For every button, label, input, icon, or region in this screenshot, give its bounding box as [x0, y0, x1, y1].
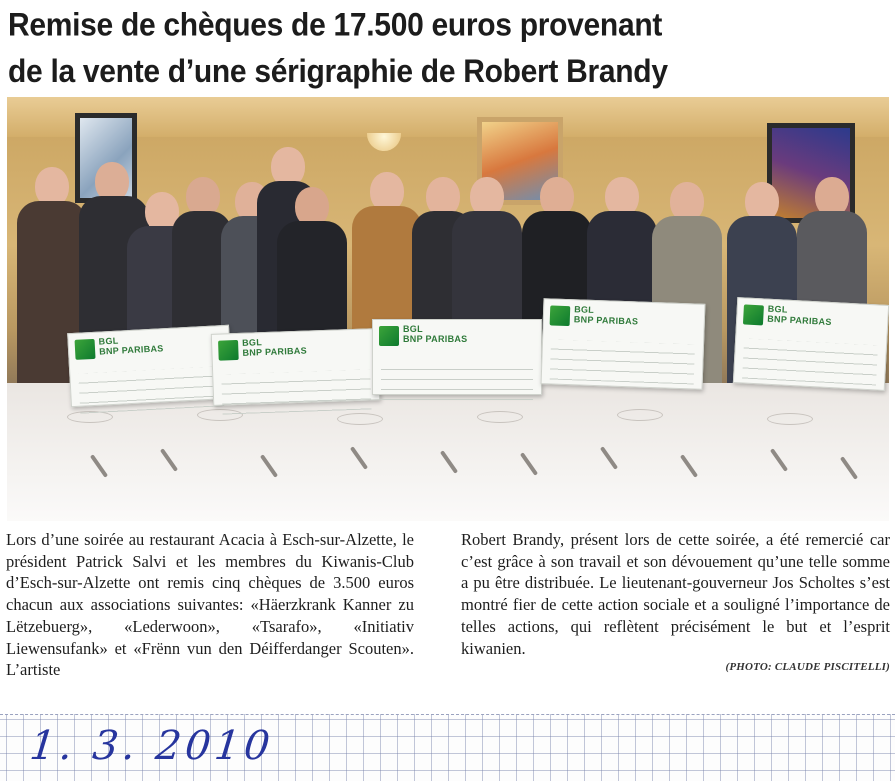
article-photo	[7, 97, 889, 521]
headline-line-2: de la vente d’une sérigraphie de Robert Brandy	[8, 53, 668, 90]
cheque	[211, 328, 380, 406]
cheque-bank-label: BGL BNP PARIBAS	[573, 304, 639, 327]
handwritten-date: 1. 3. 2010	[27, 723, 276, 769]
cheque-bank-label: BGL BNP PARIBAS	[767, 303, 832, 328]
cheque	[541, 298, 706, 390]
cheque	[733, 297, 889, 391]
wall-lamp	[367, 133, 401, 151]
cheque	[372, 319, 542, 395]
article-headline	[8, 2, 888, 95]
article-column-left: Lors d’une soirée au restaurant Acacia à Esch-sur-Alzette, le président Patrick Salvi et les membres du Kiwanis-Club d’Esch-sur-Alzette ont remis cinq chèques de 3.500 euros chacun aux associations suivantes: «Häerzkrank Kanner zu Lëtzebuerg», «Lederwoon», «Tsarafo», «Initiativ Liewensufank» et «Frënn vun den Déifferdanger Scouten». L’artiste	[6, 530, 414, 680]
cheque	[67, 325, 233, 407]
bank-logo-icon	[379, 326, 399, 346]
bank-logo-icon	[75, 339, 96, 360]
cheque-bank-label: BGL BNP PARIBAS	[241, 337, 308, 358]
bank-logo-icon	[743, 304, 764, 325]
article-column-right: Robert Brandy, présent lors de cette soirée, a été remercié car c’est grâce à son travail et son dévouement qu’une telle somme a pu être distribuée. Le lieutenant-gouverneur Jos Scholtes s’est montré fier de cette action sociale et a souligné l’importance de telles actions, qui reflètent précisément le but et l’esprit kiwanien.	[461, 530, 890, 658]
headline-line-1: Remise de chèques de 17.500 euros provenant	[8, 7, 663, 44]
cheque-bank-label: BGL BNP PARIBAS	[403, 324, 468, 344]
photo-credit: (PHOTO: CLAUDE PISCITELLI)	[725, 661, 890, 673]
bank-logo-icon	[218, 340, 239, 361]
photo-ceiling	[7, 97, 889, 137]
article-body	[6, 529, 890, 709]
cheque-bank-label: BGL BNP PARIBAS	[98, 335, 164, 357]
bank-logo-icon	[550, 305, 571, 326]
